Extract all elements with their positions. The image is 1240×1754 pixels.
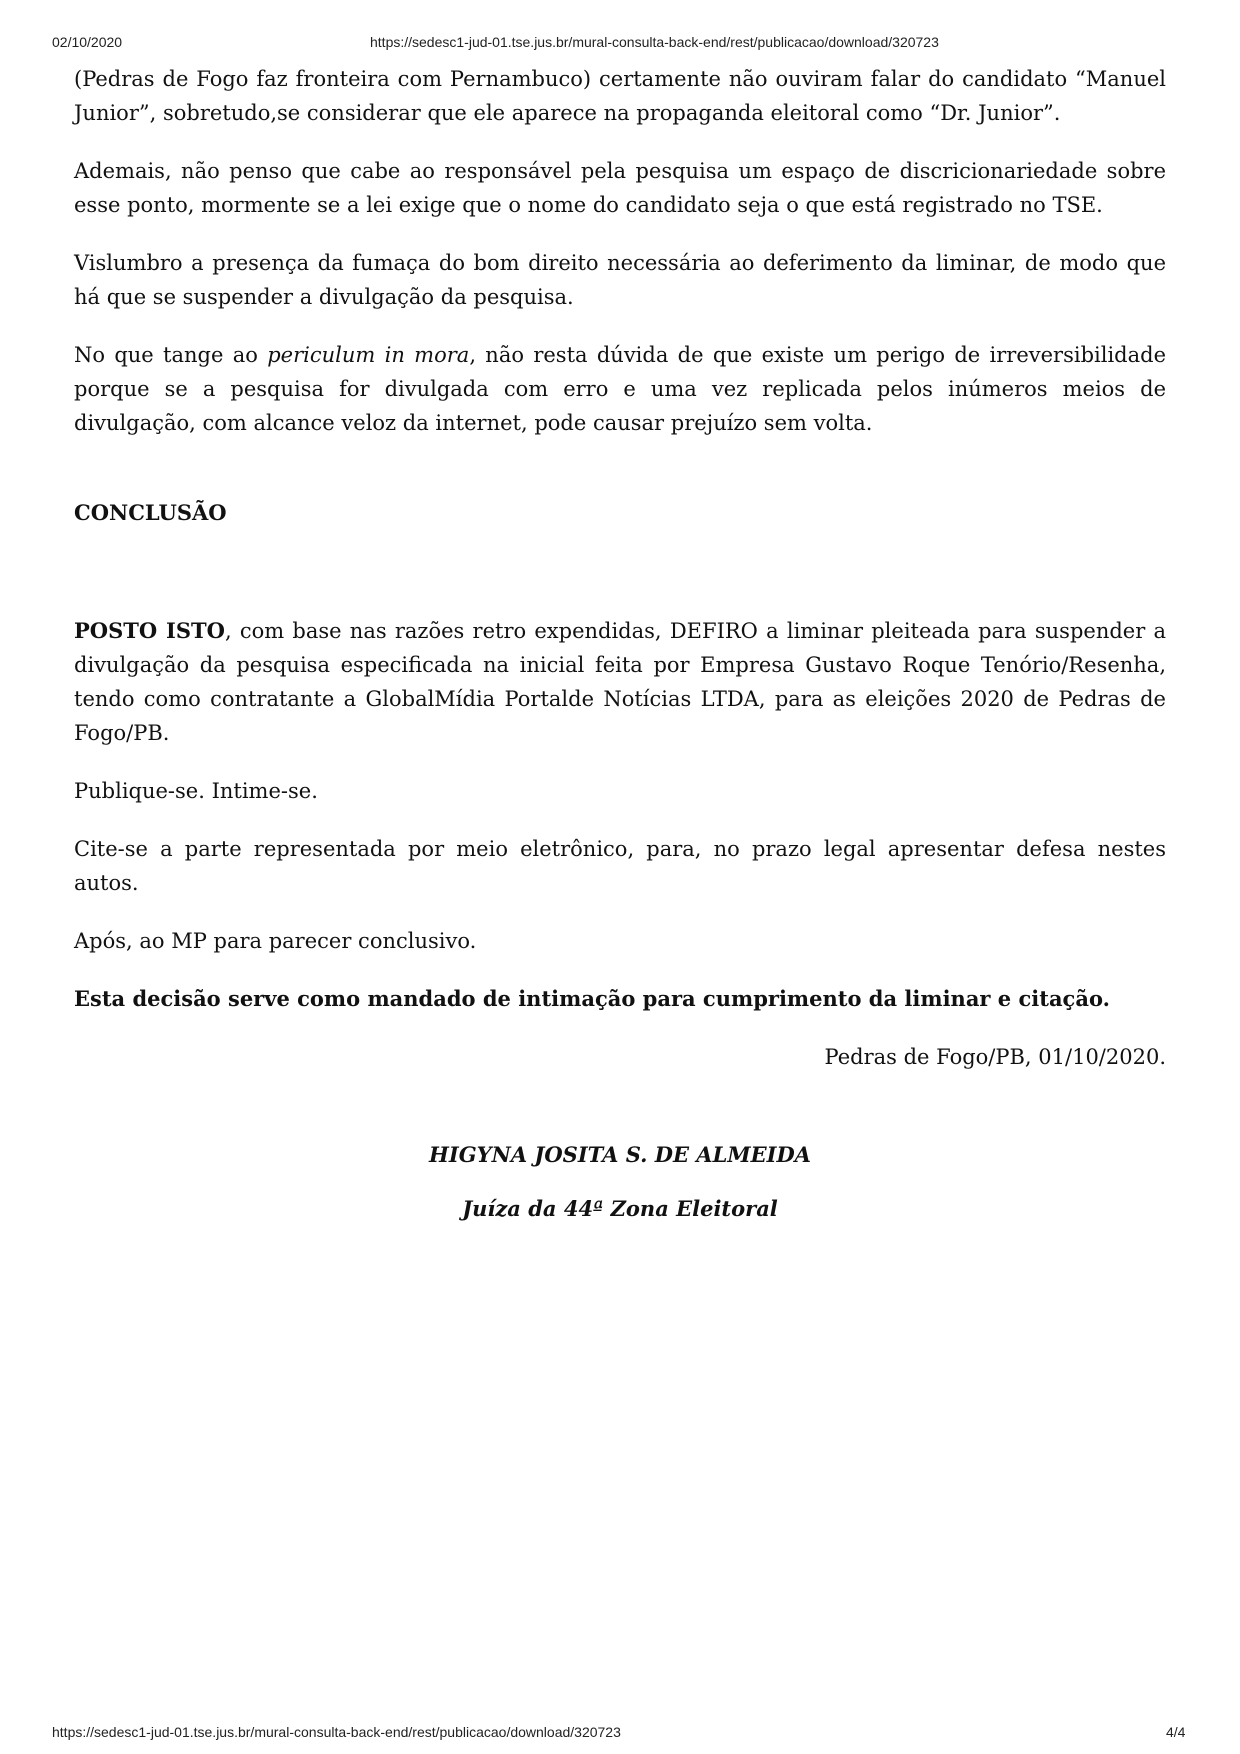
signature-name: HIGYNA JOSITA S. DE ALMEIDA bbox=[429, 1142, 811, 1167]
paragraph-mandado: Esta decisão serve como mandado de intimação para cumprimento da liminar e citação. bbox=[74, 986, 1110, 1011]
print-footer-url: https://sedesc1-jud-01.tse.jus.br/mural-consulta-back-end/rest/publicacao/download/320723 bbox=[52, 1724, 621, 1740]
document-body bbox=[74, 62, 1166, 1226]
posto-isto-label: POSTO ISTO bbox=[74, 618, 225, 643]
paragraph-vislumbro: Vislumbro a presença da fumaça do bom direito necessária ao deferimento da liminar, de modo que há que se suspender a divulgação da pesquisa. bbox=[74, 251, 1166, 309]
paragraph-periculum-start: No que tange ao bbox=[74, 343, 268, 367]
paragraph-apos: Após, ao MP para parecer conclusivo. bbox=[74, 929, 477, 953]
paragraph-publique: Publique-se. Intime-se. bbox=[74, 779, 318, 803]
signature-role: Juíza da 44ª Zona Eleitoral bbox=[462, 1196, 778, 1221]
section-heading-conclusao: CONCLUSÃO bbox=[74, 500, 227, 525]
paragraph-periculum-end: , não resta dúvida de que existe um perigo de irreversibilidade porque se a pesquisa for divulgada com erro e uma vez replicada pelos inúmeros meios de divulgação, com alcance veloz da internet, pode causar prejuízo sem volta. bbox=[74, 343, 1167, 435]
print-date: 02/10/2020 bbox=[52, 34, 123, 50]
paragraph-periculum bbox=[74, 338, 1166, 440]
paragraph-cite-se: Cite-se a parte representada por meio eletrônico, para, no prazo legal apresentar defesa nestes autos. bbox=[74, 837, 1166, 895]
periculum-in-mora-term: periculum in mora bbox=[267, 343, 470, 367]
print-header-url: https://sedesc1-jud-01.tse.jus.br/mural-consulta-back-end/rest/publicacao/download/320723 bbox=[370, 34, 939, 50]
paragraph-posto-isto bbox=[74, 614, 1166, 750]
paragraph-fronteira: (Pedras de Fogo faz fronteira com Pernambuco) certamente não ouviram falar do candidato “Manuel Junior”, sobretudo,se considerar que ele aparece na propaganda eleitoral como “Dr. Junior”. bbox=[74, 67, 1166, 125]
paragraph-ademais: Ademais, não penso que cabe ao responsável pela pesquisa um espaço de discricionariedade sobre esse ponto, mormente se a lei exige que o nome do candidato seja o que está registrado no TSE. bbox=[74, 159, 1166, 217]
paragraph-posto-isto-text: , com base nas razões retro expendidas, DEFIRO a liminar pleiteada para suspender a divulgação da pesquisa especificada na inicial feita por Empresa Gustavo Roque Tenório/Resenha, tendo como contratante a GlobalMídia Portalde Notícias LTDA, para as eleições 2020 de Pedras de Fogo/PB. bbox=[74, 619, 1166, 745]
place-and-date: Pedras de Fogo/PB, 01/10/2020. bbox=[824, 1045, 1166, 1069]
page-number: 4/4 bbox=[1166, 1724, 1186, 1740]
